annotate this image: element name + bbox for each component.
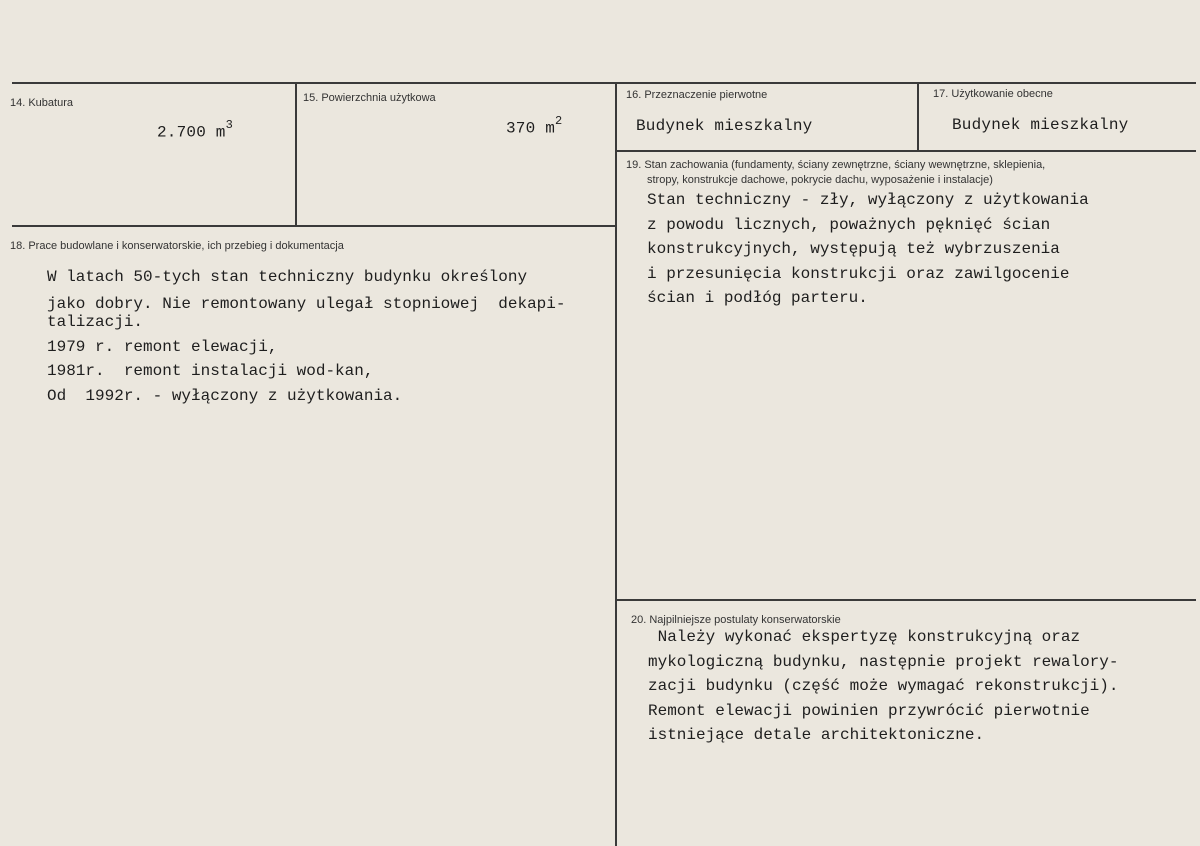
field-14-label: 14. Kubatura [10, 97, 73, 109]
field-18-line: jako dobry. Nie remontowany ulegał stopniowej dekapi- [47, 294, 566, 313]
field-20-text [648, 625, 1118, 748]
field-20-line: istniejące detale architektoniczne. [648, 726, 985, 744]
kubatura-unit-exponent: 3 [225, 118, 234, 132]
field-20-label: 20. Najpilniejsze postulaty konserwatorskie [631, 614, 841, 626]
field-20-line: Należy wykonać ekspertyzę konstrukcyjną oraz [648, 628, 1081, 646]
field-18-line: W latach 50-tych stan techniczny budynku określony [47, 268, 528, 286]
divider-16-17 [917, 83, 919, 151]
divider-19-20 [616, 599, 1196, 601]
field-18-label: 18. Prace budowlane i konserwatorskie, ich przebieg i dokumentacja [10, 240, 344, 252]
field-20-line: mykologiczną budynku, następnie projekt rewalory- [648, 652, 1119, 671]
kubatura-value: 2.700 m [157, 123, 226, 142]
field-19-line: Stan techniczny - zły, wyłączony z użytkowania [647, 191, 1089, 209]
field-15-label: 15. Powierzchnia użytkowa [303, 92, 436, 104]
field-18-line: 1981r. remont instalacji wod-kan, [47, 362, 374, 380]
powierzchnia-unit-exponent: 2 [555, 114, 563, 128]
divider-14-15 [295, 83, 297, 226]
field-16-value: Budynek mieszkalny [636, 117, 813, 135]
field-19-label-line1: 19. Stan zachowania (fundamenty, ściany zewnętrzne, ściany wewnętrzne, sklepienia, [626, 159, 1046, 171]
field-19-line: konstrukcyjnych, występują też wybrzuszenia [647, 240, 1060, 258]
field-18-line: talizacji. [47, 313, 144, 331]
field-20-line: Remont elewacji powinien przywrócić pierwotnie [648, 701, 1090, 720]
field-17-label: 17. Użytkowanie obecne [933, 88, 1053, 100]
divider-14-18 [12, 225, 616, 227]
divider-center [615, 83, 617, 846]
divider-16-19 [616, 150, 1196, 152]
field-18-text [47, 265, 565, 408]
field-19-line: i przesunięcia konstrukcji oraz zawilgocenie [647, 264, 1070, 283]
field-19-label-line2: stropy, konstrukcje dachowe, pokrycie dachu, wyposażenie i instalacje) [647, 174, 993, 186]
field-19-line: z powodu licznych, poważnych pęknięć ścian [647, 215, 1051, 234]
divider-top [12, 82, 1196, 84]
field-18-line: Od 1992r. - wyłączony z użytkowania. [47, 386, 403, 405]
field-18-line: 1979 r. remont elewacji, [47, 337, 278, 356]
field-14-value [157, 120, 233, 141]
field-20-line: zacji budynku (część może wymagać rekonstrukcji). [648, 677, 1119, 695]
powierzchnia-value: 370 m [506, 119, 556, 138]
field-15-value [506, 116, 562, 137]
field-17-value: Budynek mieszkalny [952, 116, 1129, 134]
field-16-label: 16. Przeznaczenie pierwotne [626, 89, 768, 101]
field-19-text [647, 188, 1089, 311]
field-19-line: ścian i podłóg parteru. [647, 289, 868, 307]
